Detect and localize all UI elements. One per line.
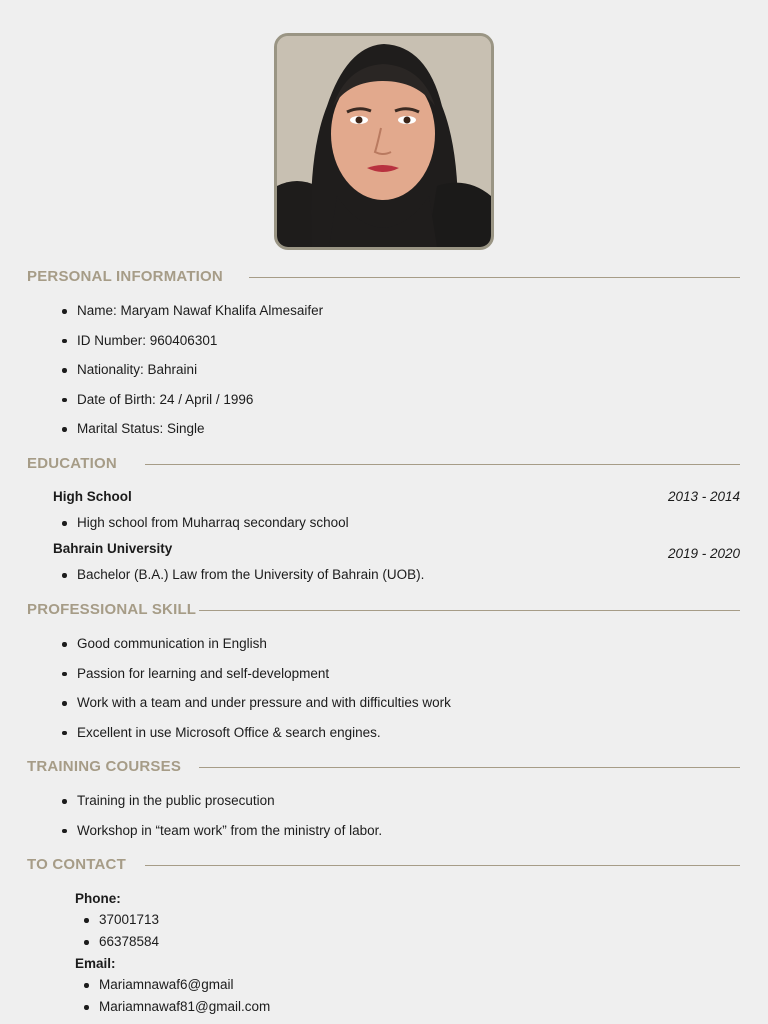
list-item: ID Number: 960406301 xyxy=(77,333,323,349)
education-dates: 2019 - 2020 xyxy=(667,546,740,561)
training-list xyxy=(77,793,382,839)
profile-photo xyxy=(274,33,494,250)
email-address: Mariamnawaf81@gmail.com xyxy=(99,999,271,1014)
section-title: PERSONAL INFORMATION xyxy=(27,268,223,285)
phone-number: 66378584 xyxy=(99,934,160,949)
section-to-contact xyxy=(27,856,740,874)
email-label: Email: xyxy=(75,956,116,971)
list-item: Training in the public prosecution xyxy=(77,793,382,809)
education-dates: 2013 - 2014 xyxy=(667,489,740,504)
skills-list xyxy=(77,636,451,741)
section-title: PROFESSIONAL SKILL xyxy=(27,601,197,618)
education-school: Bahrain University xyxy=(53,541,173,556)
education-detail-list xyxy=(77,567,424,583)
phone-label: Phone: xyxy=(75,891,121,906)
list-item: Workshop in “team work” from the ministry of labor. xyxy=(77,822,383,838)
list-item: Name: Maryam Nawaf Khalifa Almesaifer xyxy=(77,303,324,318)
section-personal-information xyxy=(27,268,740,286)
education-school: High School xyxy=(53,489,132,504)
phone-list xyxy=(99,912,159,950)
section-training-courses xyxy=(27,758,740,776)
personal-info-list xyxy=(77,303,323,437)
section-divider xyxy=(249,277,740,278)
email-address: Mariamnawaf6@gmail xyxy=(99,977,270,993)
section-divider xyxy=(145,464,740,465)
education-detail-list xyxy=(77,515,349,531)
list-item: Marital Status: Single xyxy=(77,421,323,437)
list-item: Excellent in use Microsoft Office & search engines. xyxy=(77,725,451,741)
portrait-image xyxy=(277,36,491,247)
list-item: Work with a team and under pressure and with difficulties work xyxy=(77,695,451,710)
section-education xyxy=(27,455,740,473)
section-title: EDUCATION xyxy=(27,455,117,472)
list-item: Good communication in English xyxy=(77,636,451,652)
section-title: TRAINING COURSES xyxy=(27,758,182,775)
email-list xyxy=(99,977,270,1015)
list-item: Passion for learning and self-development xyxy=(77,666,451,682)
section-title: TO CONTACT xyxy=(27,856,126,873)
section-divider xyxy=(199,610,740,611)
section-divider xyxy=(145,865,740,866)
list-item: High school from Muharraq secondary school xyxy=(77,515,349,530)
list-item: Date of Birth: 24 / April / 1996 xyxy=(77,392,323,408)
list-item: Bachelor (B.A.) Law from the University of Bahrain (UOB). xyxy=(77,567,425,582)
section-professional-skill xyxy=(27,601,740,619)
phone-number: 37001713 xyxy=(99,912,160,927)
list-item: Nationality: Bahraini xyxy=(77,362,323,378)
section-divider xyxy=(199,767,740,768)
